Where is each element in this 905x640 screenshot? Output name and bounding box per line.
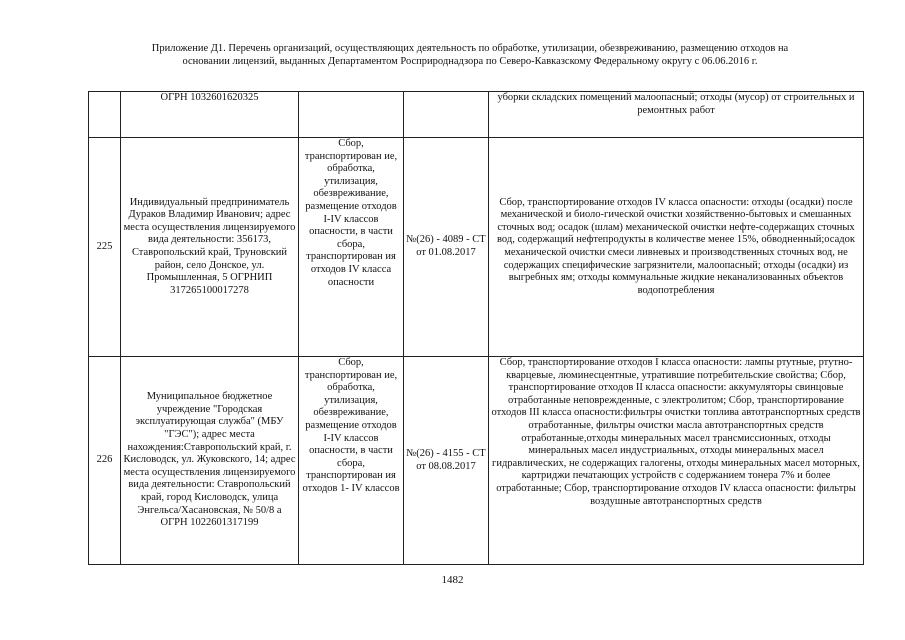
row-number-cell: 225 <box>89 138 121 357</box>
organization-cell: ОГРН 1032601620325 <box>121 92 299 138</box>
table-row <box>89 92 864 138</box>
activity-text: Сбор, транспортирован ие, обработка, утилизация, обезвреживание, размещение отходов I-IV классов опасности, в части сбора, транспортирован ия отходов IV класса опасности <box>304 138 398 288</box>
waste-types-cell: уборки складских помещений малоопасный; отходы (мусор) от строительных и ремонтных работ <box>489 92 864 138</box>
activity-cell <box>299 138 404 357</box>
waste-types-text: Сбор, транспортирование отходов I класса опасности: лампы ртутные, ртутно-кварцевые, люминесцентные, утратившие потребительские свойства; Сбор, транспортирование отходов II класса опасности: аккумуляторы свинцовые отработанные неповрежденные, с электролитом; Сбор, транспортирование отходов III класса опасности:фильтры очистки топлива автотранспортных средств отработанные, фильтры очистки масла автотранспортных средств отработанные,отходы минеральных масел трансмиссионных, отходы минеральных масел индустриальных, отходы минеральных масел гидравлических, не содержащих галогены, отходы минеральных масел моторных, картриджи печатающих устройств с содержанием тонера 7% и более отработанные; Сбор, транспортирование отходов IV класса опасности: фильтры воздушные автотранспортных средств <box>491 357 861 507</box>
license-cell: №(26) - 4089 - СТ от 01.08.2017 <box>404 138 489 357</box>
page-number: 1482 <box>441 574 464 586</box>
waste-types-cell <box>489 138 864 357</box>
document-header <box>70 42 870 68</box>
activity-text: Сбор, транспортирован ие, обработка, утилизация, обезвреживание, размещение отходов I-IV классов опасности, в части сбора, транспортирован ия отходов 1- IV классов <box>302 357 400 494</box>
organization-cell <box>121 138 299 357</box>
organization-cell <box>121 357 299 565</box>
table-row <box>89 357 864 565</box>
license-cell <box>404 92 489 138</box>
license-cell: №(26) - 4155 - СТ от 08.08.2017 <box>404 357 489 565</box>
waste-types-text: Сбор, транспортирование отходов IV класса опасности: отходы (осадки) после механической и биоло-гической очистки хозяйственно-бытовых и смешанных сточных вод; осадок (шлам) механической очистки нефте-содержащих сточных вод, содержащий нефтепродукты в количестве менее 15%, обводненный;осадок механической очистки смеси ливневых и производственных сточных вод, не содержащих специфические загрязнители, малоопасный; отходы (осадки) из выгребных ям; отходы коммунальные жидкие неканализованных объектов водопотребления <box>497 196 855 296</box>
table-row <box>89 138 864 357</box>
row-number-cell <box>89 92 121 138</box>
activity-cell <box>299 92 404 138</box>
organization-text: Муниципальное бюджетное учреждение "Городская эксплуатирующая служба" (МБУ "ГЭС"); адрес места нахождения:Ставропольский край, г. Кисловодск, ул. Жуковского, 14; адрес места осуществления лицензируемого вида деятельности: Ставропольский край, город Кисловодск, улица Энгельса/Хасановская, № 50/8 а ОГРН 1022601317199 <box>123 391 296 529</box>
waste-types-cell <box>489 357 864 565</box>
row-number-cell: 226 <box>89 357 121 565</box>
activity-cell <box>299 357 404 565</box>
header-line-1: Приложение Д1. Перечень организаций, осуществляющих деятельность по обработке, утилизации, обезвреживанию, размещению отходов на <box>151 43 789 54</box>
organizations-table <box>88 91 864 565</box>
header-line-2: основании лицензий, выданных Департаментом Росприроднадзора по Северо-Кавказскому Федеральному округу с 06.06.2016 г. <box>182 56 758 67</box>
organization-text: Индивидуальный предприниматель Дураков Владимир Иванович; адрес места осуществления лицензируемого вида деятельности: 356173, Ставропольский край, Труновский район, село Донское, ул. Промышленная, 5 ОГРНИП 317265100017278 <box>123 196 296 296</box>
